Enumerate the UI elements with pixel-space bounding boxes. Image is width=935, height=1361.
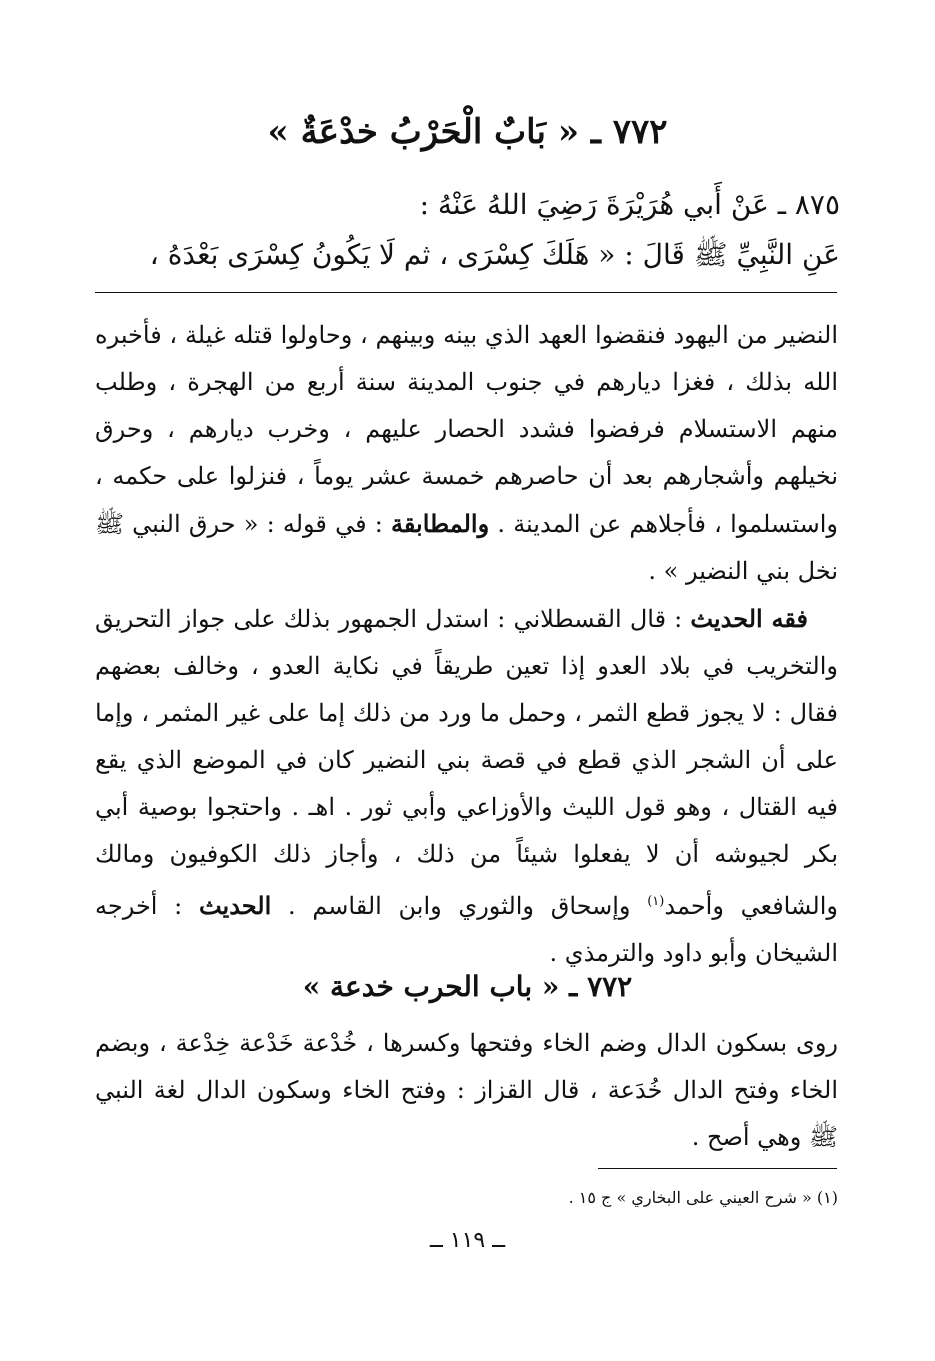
commentary — [95, 312, 838, 977]
footnote: (١) « شرح العيني على البخاري » ج ١٥ . — [568, 1188, 838, 1207]
footnote-reference: (١) — [647, 894, 665, 909]
explanation — [95, 1020, 838, 1161]
commentary-fiqh-tail: : أخرجه الشيخان وأبو داود والترمذي . — [95, 892, 838, 967]
hadith-intro: ٨٧٥ ـ عَنْ أَبي هُرَيْرَةَ رَضِيَ اللهُ عَنْهُ : — [419, 188, 840, 221]
page-number: ــ ١١٩ ــ — [429, 1228, 506, 1253]
commentary-text: النضير من اليهود فنقضوا العهد الذي بينه وبينهم ، وحاولوا قتله غيلة ، فأخبره الله بذلك ، فغزا ديارهم في جنوب المدينة سنة أربع من الهجرة ، وطلب منهم الاستسلام فرفضوا فشدد الحصار عليهم ، وخرب ديارهم ، وحرق نخيلهم وأشجارهم بعد أن حاصرهم خمسة عشر يوماً ، فنزلوا على حكمه ، واستسلموا ، فأجلاهم عن المدينة . — [95, 321, 838, 538]
hadith-divider — [95, 292, 837, 293]
chapter-title: ٧٧٢ ـ « بَابٌ الْحَرْبُ خدْعَةٌ » — [267, 112, 668, 152]
footnote-divider — [598, 1168, 837, 1169]
commentary-keyword-hadith: الحديث — [198, 891, 272, 920]
commentary-fiqh-text: : قال القسطلاني : استدل الجمهور بذلك على جواز التحريق والتخريب في بلاد العدو إذا تعين طريقاً في نكاية العدو ، وخالف بعضهم فقال : لا يجوز قطع الثمر ، وحمل ما ورد من ذلك إما على غير المثمر ، وإما على أن الشجر الذي قطع في قصة بني النضير كان في الموضع الذي يقع فيه القتال ، وهو قول الليث والأوزاعي وأبي ثور . اهـ . واحتجوا بوصية أبي بكر لجيوشه أن لا يفعلوا شيئاً من ذلك ، وأجاز ذلك الكوفيون ومالك والشافعي وأحمد — [95, 605, 839, 920]
commentary-paragraph-1 — [95, 312, 838, 595]
commentary-keyword-fiqh: فقه الحديث — [690, 604, 808, 633]
explanation-paragraph: روى بسكون الدال وضم الخاء وفتحها وكسرها ، خُدْعة خَدْعة خِدْعة ، وبضم الخاء وفتح الدال خُدَعة ، قال القزاز : وفتح الخاء وسكون الدال لغة النبي ﷺ وهي أصح . — [95, 1029, 838, 1151]
hadith-text: عَنِ النَّبِيِّ ﷺ قَالَ : « هَلَكَ كِسْرَى ، ثم لَا يَكُونُ كِسْرَى بَعْدَهُ ، — [149, 238, 840, 271]
subsection-title: ٧٧٢ ـ « باب الحرب خدعة » — [302, 970, 633, 1003]
commentary-text-tail: : في قوله : « حرق النبي ﷺ نخل بني النضير » . — [95, 510, 838, 585]
commentary-fiqh-text-2: وإسحاق والثوري وابن القاسم . — [287, 892, 631, 920]
commentary-keyword-mutabaqa: والمطابقة — [391, 509, 490, 538]
commentary-paragraph-2 — [95, 595, 838, 977]
